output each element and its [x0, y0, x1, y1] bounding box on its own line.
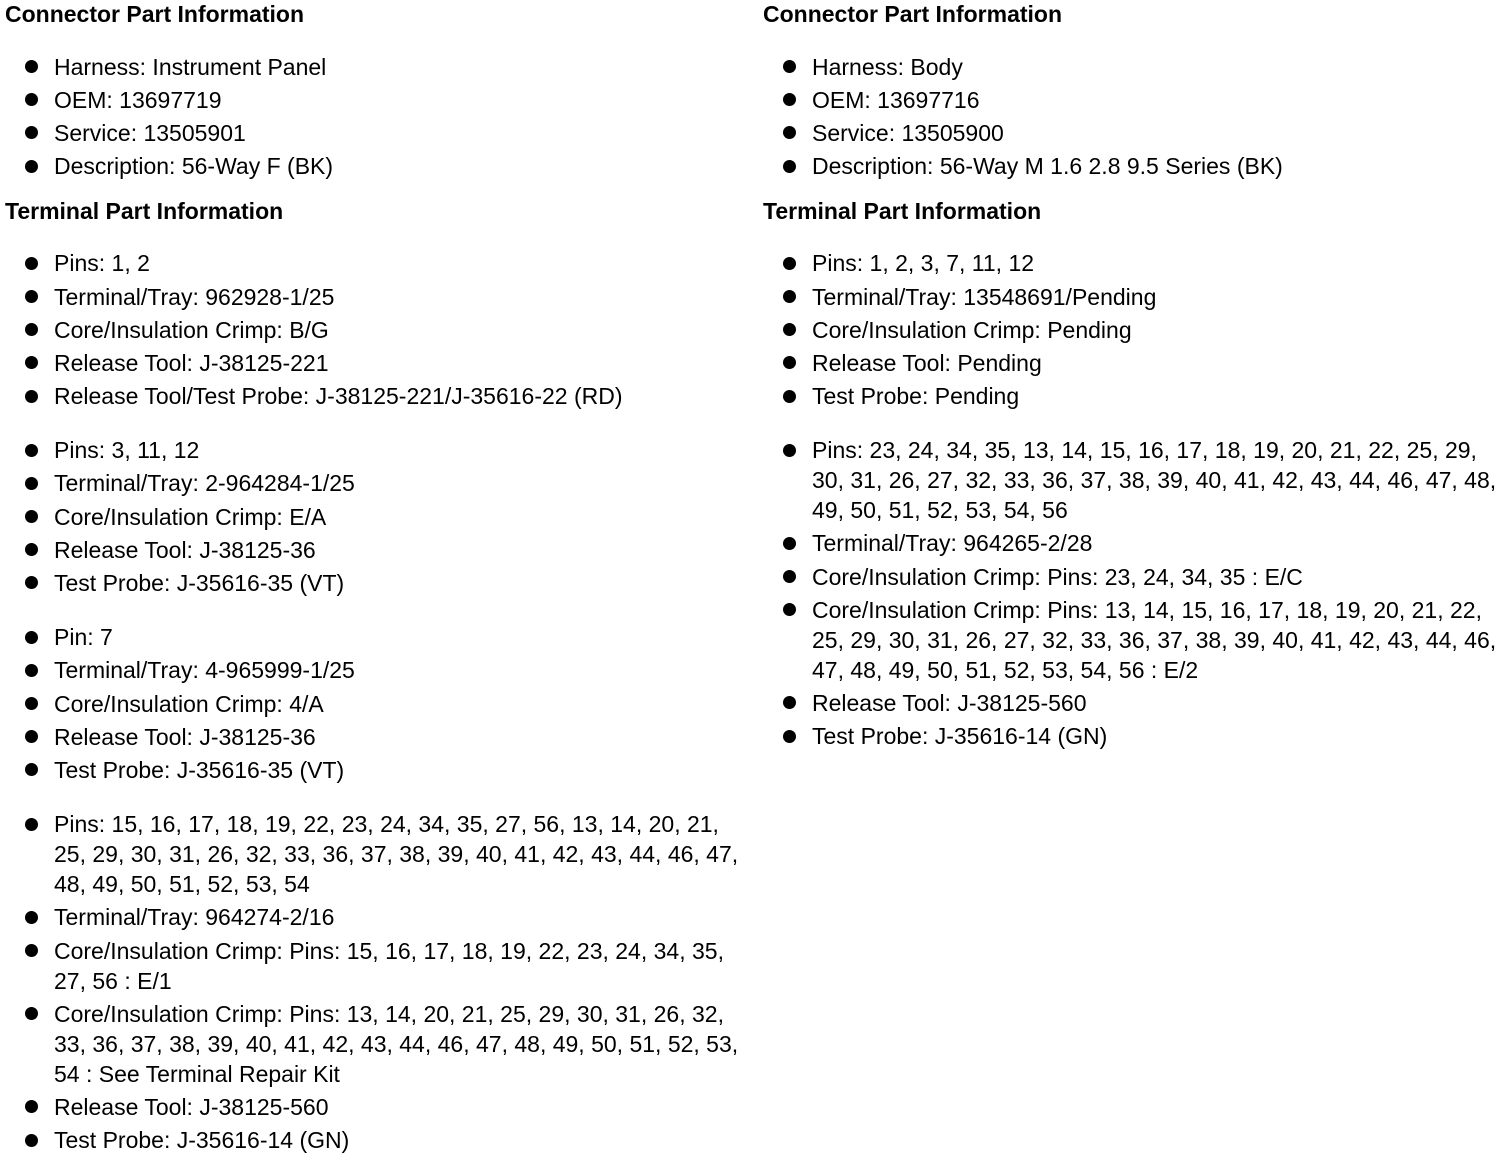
item-text: Harness: Instrument Panel — [54, 53, 327, 80]
list-item — [5, 247, 750, 280]
list-item — [763, 50, 1498, 83]
item-text: OEM: 13697716 — [812, 86, 980, 113]
list-item — [5, 808, 750, 901]
list-item — [5, 997, 750, 1090]
item-text: Release Tool: J-38125-560 — [812, 690, 1087, 717]
list-item — [5, 313, 750, 346]
item-text: Release Tool: J-38125-560 — [54, 1093, 329, 1120]
bullet-icon — [783, 126, 796, 139]
item-text: Core/Insulation Crimp: B/G — [54, 316, 329, 343]
item-text: Terminal/Tray: 964265-2/28 — [812, 530, 1093, 557]
item-text: Pins: 1, 2 — [54, 250, 150, 277]
list-item — [763, 686, 1498, 719]
bullet-icon — [25, 911, 38, 924]
terminal-group — [763, 434, 1498, 753]
item-text: Release Tool: J-38125-36 — [54, 723, 316, 750]
item-text: Test Probe: J-35616-35 (VT) — [54, 570, 345, 597]
item-text: Pins: 3, 11, 12 — [54, 437, 200, 464]
list-item — [5, 654, 750, 687]
bullet-icon — [25, 257, 38, 270]
item-text: Core/Insulation Crimp: 4/A — [54, 690, 324, 717]
terminal-group — [763, 247, 1498, 413]
bullet-icon — [783, 257, 796, 270]
item-text: Pins: 1, 2, 3, 7, 11, 12 — [812, 250, 1035, 277]
item-text: Pins: 23, 24, 34, 35, 13, 14, 15, 16, 17, 18, 19, 20, 21, 22, 25, 29, 30, 31, 26, 27, 32, 33, 36, 37, 38, 39, 40, 41, 42, 43, 44, 46, 47, 48, 49, 50, 51, 52, 53, 54, 56 — [812, 437, 1497, 524]
item-text: OEM: 13697719 — [54, 86, 222, 113]
bullet-icon — [25, 763, 38, 776]
list-item — [5, 280, 750, 313]
list-item — [763, 560, 1498, 593]
list-item — [5, 687, 750, 720]
item-text: Terminal/Tray: 962928-1/25 — [54, 283, 335, 310]
item-text: Core/Insulation Crimp: E/A — [54, 503, 327, 530]
list-item — [763, 313, 1498, 346]
list-item — [5, 621, 750, 654]
bullet-icon — [25, 1007, 38, 1020]
bullet-icon — [783, 93, 796, 106]
right-column — [763, 0, 1498, 753]
list-item — [5, 50, 750, 83]
list-item — [5, 150, 750, 183]
list-item — [763, 380, 1498, 413]
item-text: Terminal/Tray: 964274-2/16 — [54, 904, 335, 931]
connector-list — [763, 50, 1498, 183]
connector-list — [5, 50, 750, 183]
list-item — [5, 566, 750, 599]
bullet-icon — [783, 570, 796, 583]
bullet-icon — [25, 323, 38, 336]
list-item — [5, 1090, 750, 1123]
item-text: Core/Insulation Crimp: Pins: 23, 24, 34, 35 : E/C — [812, 563, 1303, 590]
bullet-icon — [783, 444, 796, 457]
list-item — [5, 753, 750, 786]
list-item — [5, 380, 750, 413]
bullet-icon — [25, 576, 38, 589]
list-item — [763, 346, 1498, 379]
list-item — [5, 467, 750, 500]
bullet-icon — [25, 356, 38, 369]
item-text: Release Tool: J-38125-221 — [54, 349, 329, 376]
bullet-icon — [25, 1134, 38, 1147]
item-text: Release Tool: Pending — [812, 349, 1042, 376]
left-column — [5, 0, 750, 1157]
bullet-icon — [783, 356, 796, 369]
item-text: Description: 56-Way M 1.6 2.8 9.5 Series (BK) — [812, 153, 1283, 180]
item-text: Pins: 15, 16, 17, 18, 19, 22, 23, 24, 34, 35, 27, 56, 13, 14, 20, 21, 25, 29, 30, 31, 26, 32, 33, 36, 37, 38, 39, 40, 41, 42, 43, 44, 46, 47, 48, 49, 50, 51, 52, 53, 54 — [54, 811, 739, 898]
bullet-icon — [783, 537, 796, 550]
bullet-icon — [783, 603, 796, 616]
bullet-icon — [25, 664, 38, 677]
item-text: Core/Insulation Crimp: Pending — [812, 316, 1132, 343]
item-text: Test Probe: Pending — [812, 383, 1020, 410]
list-item — [763, 434, 1498, 527]
bullet-icon — [25, 93, 38, 106]
list-item — [5, 83, 750, 116]
bullet-icon — [783, 290, 796, 303]
item-text: Release Tool/Test Probe: J-38125-221/J-35616-22 (RD) — [54, 383, 623, 410]
list-item — [5, 500, 750, 533]
list-item — [5, 901, 750, 934]
terminal-heading: Terminal Part Information — [5, 197, 284, 224]
terminal-group — [5, 808, 750, 1157]
item-text: Service: 13505900 — [812, 119, 1004, 146]
list-item — [5, 116, 750, 149]
item-text: Description: 56-Way F (BK) — [54, 153, 334, 180]
bullet-icon — [25, 1100, 38, 1113]
list-item — [763, 83, 1498, 116]
item-text: Service: 13505901 — [54, 119, 246, 146]
bullet-icon — [25, 631, 38, 644]
bullet-icon — [25, 290, 38, 303]
item-text: Core/Insulation Crimp: Pins: 13, 14, 15, 16, 17, 18, 19, 20, 21, 22, 25, 29, 30, 31, 26, 27, 32, 33, 36, 37, 38, 39, 40, 41, 42, 43, 44, 46, 47, 48, 49, 50, 51, 52, 53, 54, 56 : E/2 — [812, 596, 1497, 683]
list-item — [763, 527, 1498, 560]
bullet-icon — [25, 60, 38, 73]
bullet-icon — [25, 697, 38, 710]
list-item — [5, 720, 750, 753]
bullet-icon — [783, 60, 796, 73]
bullet-icon — [25, 477, 38, 490]
bullet-icon — [25, 818, 38, 831]
list-item — [763, 593, 1498, 686]
item-text: Terminal/Tray: 2-964284-1/25 — [54, 470, 355, 497]
terminal-group — [5, 434, 750, 600]
bullet-icon — [783, 390, 796, 403]
list-item — [5, 533, 750, 566]
item-text: Test Probe: J-35616-14 (GN) — [812, 723, 1108, 750]
list-item — [5, 346, 750, 379]
item-text: Test Probe: J-35616-14 (GN) — [54, 1127, 350, 1154]
list-item — [5, 1124, 750, 1157]
bullet-icon — [783, 730, 796, 743]
list-item — [763, 720, 1498, 753]
terminal-group — [5, 621, 750, 787]
list-item — [5, 934, 750, 997]
terminal-heading: Terminal Part Information — [763, 197, 1042, 224]
connector-heading: Connector Part Information — [763, 1, 1063, 27]
bullet-icon — [25, 510, 38, 523]
item-text: Test Probe: J-35616-35 (VT) — [54, 756, 345, 783]
item-text: Core/Insulation Crimp: Pins: 15, 16, 17, 18, 19, 22, 23, 24, 34, 35, 27, 56 : E/1 — [54, 937, 724, 994]
bullet-icon — [25, 126, 38, 139]
bullet-icon — [783, 323, 796, 336]
connector-heading: Connector Part Information — [5, 1, 305, 27]
item-text: Terminal/Tray: 13548691/Pending — [812, 283, 1157, 310]
list-item — [763, 116, 1498, 149]
item-text: Harness: Body — [812, 53, 963, 80]
bullet-icon — [25, 390, 38, 403]
bullet-icon — [25, 160, 38, 173]
list-item — [763, 150, 1498, 183]
terminal-group — [5, 247, 750, 413]
bullet-icon — [25, 944, 38, 957]
list-item — [763, 280, 1498, 313]
item-text: Core/Insulation Crimp: Pins: 13, 14, 20, 21, 25, 29, 30, 31, 26, 32, 33, 36, 37, 38, 39, 40, 41, 42, 43, 44, 46, 47, 48, 49, 50, 51, 52, 53, 54 : See Terminal Repair Kit — [54, 1000, 739, 1087]
bullet-icon — [25, 730, 38, 743]
list-item — [763, 247, 1498, 280]
list-item — [5, 434, 750, 467]
bullet-icon — [25, 543, 38, 556]
item-text: Terminal/Tray: 4-965999-1/25 — [54, 657, 355, 684]
item-text: Pin: 7 — [54, 624, 113, 651]
bullet-icon — [783, 160, 796, 173]
bullet-icon — [783, 696, 796, 709]
item-text: Release Tool: J-38125-36 — [54, 536, 316, 563]
bullet-icon — [25, 444, 38, 457]
